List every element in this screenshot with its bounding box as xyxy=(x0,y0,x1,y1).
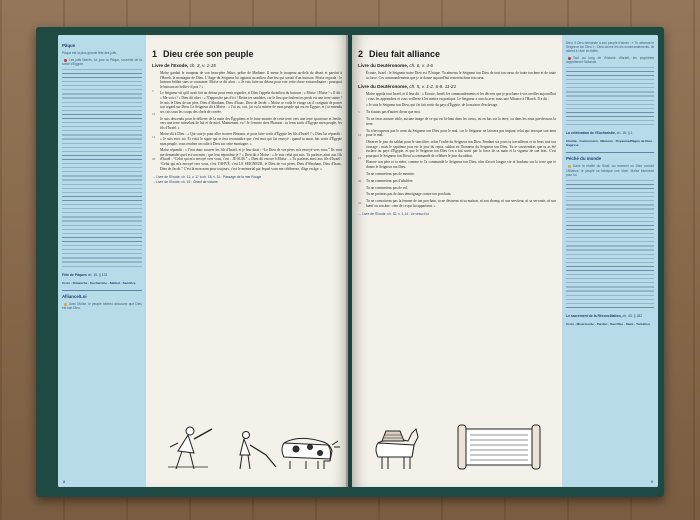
arrow-right-icon: → xyxy=(152,179,157,184)
line-number: 5 xyxy=(358,110,360,115)
sidebar-body-lines xyxy=(566,67,654,127)
keywords-list: Croix · Dimanche · Eucharistie · Sabbat · Sacrifice xyxy=(62,281,136,286)
paragraph: Honore ton père et ta mère, comme te l'a commandé le Seigneur ton Dieu, afin d'avoir longue vie et bonheur sur la terre que te donne le Seigneur ton Dieu. xyxy=(366,160,556,169)
arrow-right-icon: → xyxy=(152,175,157,180)
paragraph: Tu n'auras pas d'autres dieux que moi. xyxy=(366,110,421,115)
paragraph: Moïse dit à Dieu : « Qui suis-je pour aller trouver Pharaon, et pour faire sortir d'Égypte les fils d'Israël ? » Dieu lui répondit : « Je suis avec toi. Et voici le signe qui te fera reconnaître que c'est moi qui t'ai envoyé : quand tu auras fait sortir d'Égypte mon peuple, vous rendrez un culte à Dieu sur cette montagne. » xyxy=(160,132,342,146)
right-illustration xyxy=(360,419,556,473)
paragraph: Tu ne commettras pas de meurtre. xyxy=(366,171,415,176)
section-text: Dans la réalité du Sinaï, au moment où Dieu conclut l'Alliance, le peuple se fabrique une idole. Moïse intercède pour lui. xyxy=(566,164,654,177)
related-link: → Livre de l'Exode, ch. 32, v. 1-14 : Le veau d'or xyxy=(358,212,429,217)
line-number: 20 xyxy=(152,157,156,162)
scripture-reference: Livre du Deutéronome, ch. 6, v. 4-6 xyxy=(358,63,433,68)
related-links xyxy=(358,212,556,216)
page-number: 8 xyxy=(63,479,66,484)
paragraph: Je suis descendu pour le délivrer de la main des Égyptiens et le faire monter de cette terre vers une terre spacieuse et fertile, vers une terre ruisselant de lait et de miel. Maintenant, va ! Je t'envoie chez Pharaon : tu feras sortir d'Égypte mon peuple, les fils d'Israël. » xyxy=(160,116,342,130)
ox-icon xyxy=(282,438,340,469)
man-with-plow-icon xyxy=(240,432,276,470)
paragraph: « Je suis le Seigneur ton Dieu, qui t'ai fait sortir du pays d'Égypte, de la maison d'esclavage. xyxy=(366,103,499,108)
line-number: 10 xyxy=(358,133,362,138)
scripture-reference: Livre de l'Exode, ch. 3, v. 1-15 xyxy=(152,63,216,68)
sidebar-divider xyxy=(566,152,654,153)
line-number: 10 xyxy=(152,111,156,116)
paragraph: Moïse gardait le troupeau de son beau-père Jéthro, prêtre de Madiane. Il mena le troupeau au-delà du désert et parvint à l'Horeb, la montagne de Dieu. L'Ange du Seigneur lui apparut au milieu d'un feu qui sortait d'un buisson. Moïse regarda : le buisson brûlait sans se consumer. Moïse se dit alors : « Je vais faire un détour pour voir cette chose extraordinaire : pourquoi le buisson ne brûle-t-il pas ? » xyxy=(160,71,342,89)
line-number: 15 xyxy=(152,134,156,139)
sidebar-paragraph: Les juifs libérés, se joue la Pâque, souvenir de la sortie d'Égypte. xyxy=(62,58,142,67)
paragraph: Tu ne feras aucune idole, aucune image de ce qui est là-haut dans les cieux, ou en bas sur la terre, ou dans les eaux par-dessous la terre. xyxy=(366,117,556,126)
paragraph: Tu ne commettras pas d'adultère. xyxy=(366,178,414,183)
section-heading: Péché du monde xyxy=(566,156,602,162)
line-number: 25 xyxy=(358,201,362,206)
page-number: 9 xyxy=(650,479,653,484)
right-page xyxy=(352,35,658,487)
chapter-title: 1 Dieu crée son peuple xyxy=(152,49,254,59)
arrow-right-icon: → xyxy=(358,212,363,217)
chapter-title: 2 Dieu fait alliance xyxy=(358,49,441,59)
sidebar-bottom-text: Avec Moïse, le peuple hébreu découvre que Dieu est son Dieu. xyxy=(62,302,142,311)
sidebar-body-lines xyxy=(566,180,654,310)
paragraph: Le Seigneur vit qu'il avait fait un détour pour venir regarder, et Dieu l'appela du milieu du buisson : « Moïse ! Moïse ! » Il dit : « Me voici ! » Dieu dit alors : « N'approche pas d'ici ! Retire tes sandales, car le lieu que foulent tes pieds est une terre sainte ! Je suis le Dieu de ton père, Dieu d'Abraham, Dieu d'Isaac, Dieu de Jacob. » Moïse se voila le visage car il craignait de porter son regard sur Dieu. Le Seigneur dit à Moïse : « J'ai vu, oui, j'ai vu la misère de mon peuple qui est en Égypte, et j'ai entendu ses cris sous les coups des chefs de corvée. xyxy=(160,91,342,114)
paragraph: Moïse répondit : « J'irai donc trouver les fils d'Israël, et je leur dirai : “Le Dieu de vos pères m'a envoyé vers vous.” Ils vont me demander quel est son nom ; que leur répondrai-je ? » Dieu dit à Moïse : « Je suis celui qui suis. Tu parleras ainsi aux fils d'Israël : “Celui qui m'a envoyé vers vous, c'est : JE-SUIS.” » Dieu dit encore à Moïse : « Tu parleras ainsi aux fils d'Israël : “Celui qui m'a envoyé vers vous, c'est YAHVÉ, c'est LE SEIGNEUR, le Dieu de vos pères, Dieu d'Abraham, Dieu d'Isaac, Dieu de Jacob.” C'est là mon nom pour toujours, c'est le mémorial par lequel vous me célébrerez, d'âge en âge. » xyxy=(160,148,342,171)
sidebar-heading: Pâque xyxy=(62,43,76,48)
left-illustration xyxy=(148,421,344,473)
line-number: 20 xyxy=(358,178,362,183)
sidebar-bottom-heading: Alliance/Loi xyxy=(62,294,87,300)
scripture-reference: Livre du Deutéronome, ch. 5, v. 1-2. 6-8. 11-21 xyxy=(358,84,457,90)
scripture-text xyxy=(358,92,556,208)
keywords-list: Charité · Communion · Mémoire · Royaume/Règne de Dieu · Sagesse xyxy=(566,139,654,148)
left-page xyxy=(58,35,348,487)
section-title: La célébration de l'Eucharistie, ch. 15, § 1 xyxy=(566,131,633,136)
paragraph: Tu ne convoiteras pas la femme de ton prochain, tu ne désireras ni sa maison, ni son champ, ni son serviteur, ni sa servante, ni son bœuf ou son âne : rien de ce qui lui appartient. » xyxy=(366,199,556,208)
left-content xyxy=(146,35,348,487)
paragraph: Moïse appela tout Israël, et il leur dit : « Écoute, Israël, les commandements et les décrets que je proclame à vos oreilles aujourd'hui ; vous les apprendrez et vous veillerez à les mettre en pratique. Le Seigneur a conclu avec nous une Alliance à l'Horeb. Il a dit : xyxy=(366,92,556,101)
related-links xyxy=(152,175,342,184)
right-sidebar xyxy=(562,35,658,487)
paragraph: Écoute, Israël : le Seigneur notre Dieu est l'Unique. Tu aimeras le Seigneur ton Dieu de tout ton cœur, de toute ton âme et de toute ta force. Ces commandements que je te donne aujourd'hui resteront dans ton cœur. xyxy=(366,71,556,80)
scripture-text xyxy=(358,71,556,80)
sidebar-body-lines xyxy=(62,69,142,269)
sidebar-intro: Dieu, Il Dieu demande à son peuple d'aimer : « Tu aimeras le Seigneur ton Dieu » ; Dieu donne les dix commandements. Ils aident à vivre en fidèle. xyxy=(566,41,654,54)
scripture-text xyxy=(152,71,342,171)
sidebar-divider xyxy=(62,290,142,291)
scroll-of-law-icon xyxy=(458,425,540,469)
open-book xyxy=(36,27,664,497)
related-link: → Livre de l'Exode, ch. 15 : Chant de victoire xyxy=(152,179,218,184)
donkey-icon xyxy=(376,429,418,469)
section-title: Le sacrement de la Réconciliation, ch. 43, § 182 xyxy=(566,313,643,318)
paragraph: Tu n'invoqueras pas le nom du Seigneur ton Dieu pour le mal, car le Seigneur ne laissera pas impuni celui qui invoque son nom pour le mal. xyxy=(366,128,556,138)
shepherd-with-staff-icon xyxy=(168,427,212,469)
left-sidebar xyxy=(58,35,146,487)
keywords-title: Fête de Pâques ch. 15, § 131 xyxy=(62,273,108,278)
related-link: → Livre de l'Exode, ch. 11, v. 17 à ch. 18, v. 31 : Passage de la mer Rouge xyxy=(152,175,262,180)
line-number: 15 xyxy=(358,155,362,160)
paragraph: Tu ne porteras pas de faux témoignage contre ton prochain. xyxy=(366,192,452,197)
paragraph: Observe le jour du sabbat pour le sanctifier, selon l'ordre du Seigneur ton Dieu. Pendant six jours tu travailleras et tu feras tout ton ouvrage ; mais le septième jour est le jour du repos, sabbat en l'honneur du Seigneur ton Dieu. Tu te souviendras que tu as été esclave au pays d'Égypte, et que le Seigneur ton Dieu t'en a fait sortir par la force de sa main et la vigueur de son bras. C'est pourquoi le Seigneur ton Dieu t'a commandé de célébrer le jour du sabbat. xyxy=(366,139,556,158)
paragraph: Tu ne commettras pas de vol. xyxy=(366,185,409,190)
sidebar-intro: Pâque est la plus grande fête des juifs. xyxy=(62,51,117,55)
sidebar-paragraph: Tout au long de l'histoire d'Israël, les prophètes rappelleront l'Alliance. xyxy=(566,56,654,65)
line-number: 5 xyxy=(152,89,154,94)
keywords-list: Croix · Miséricorde · Pardon · Sacrifice · Saint · Tentation xyxy=(566,321,650,326)
